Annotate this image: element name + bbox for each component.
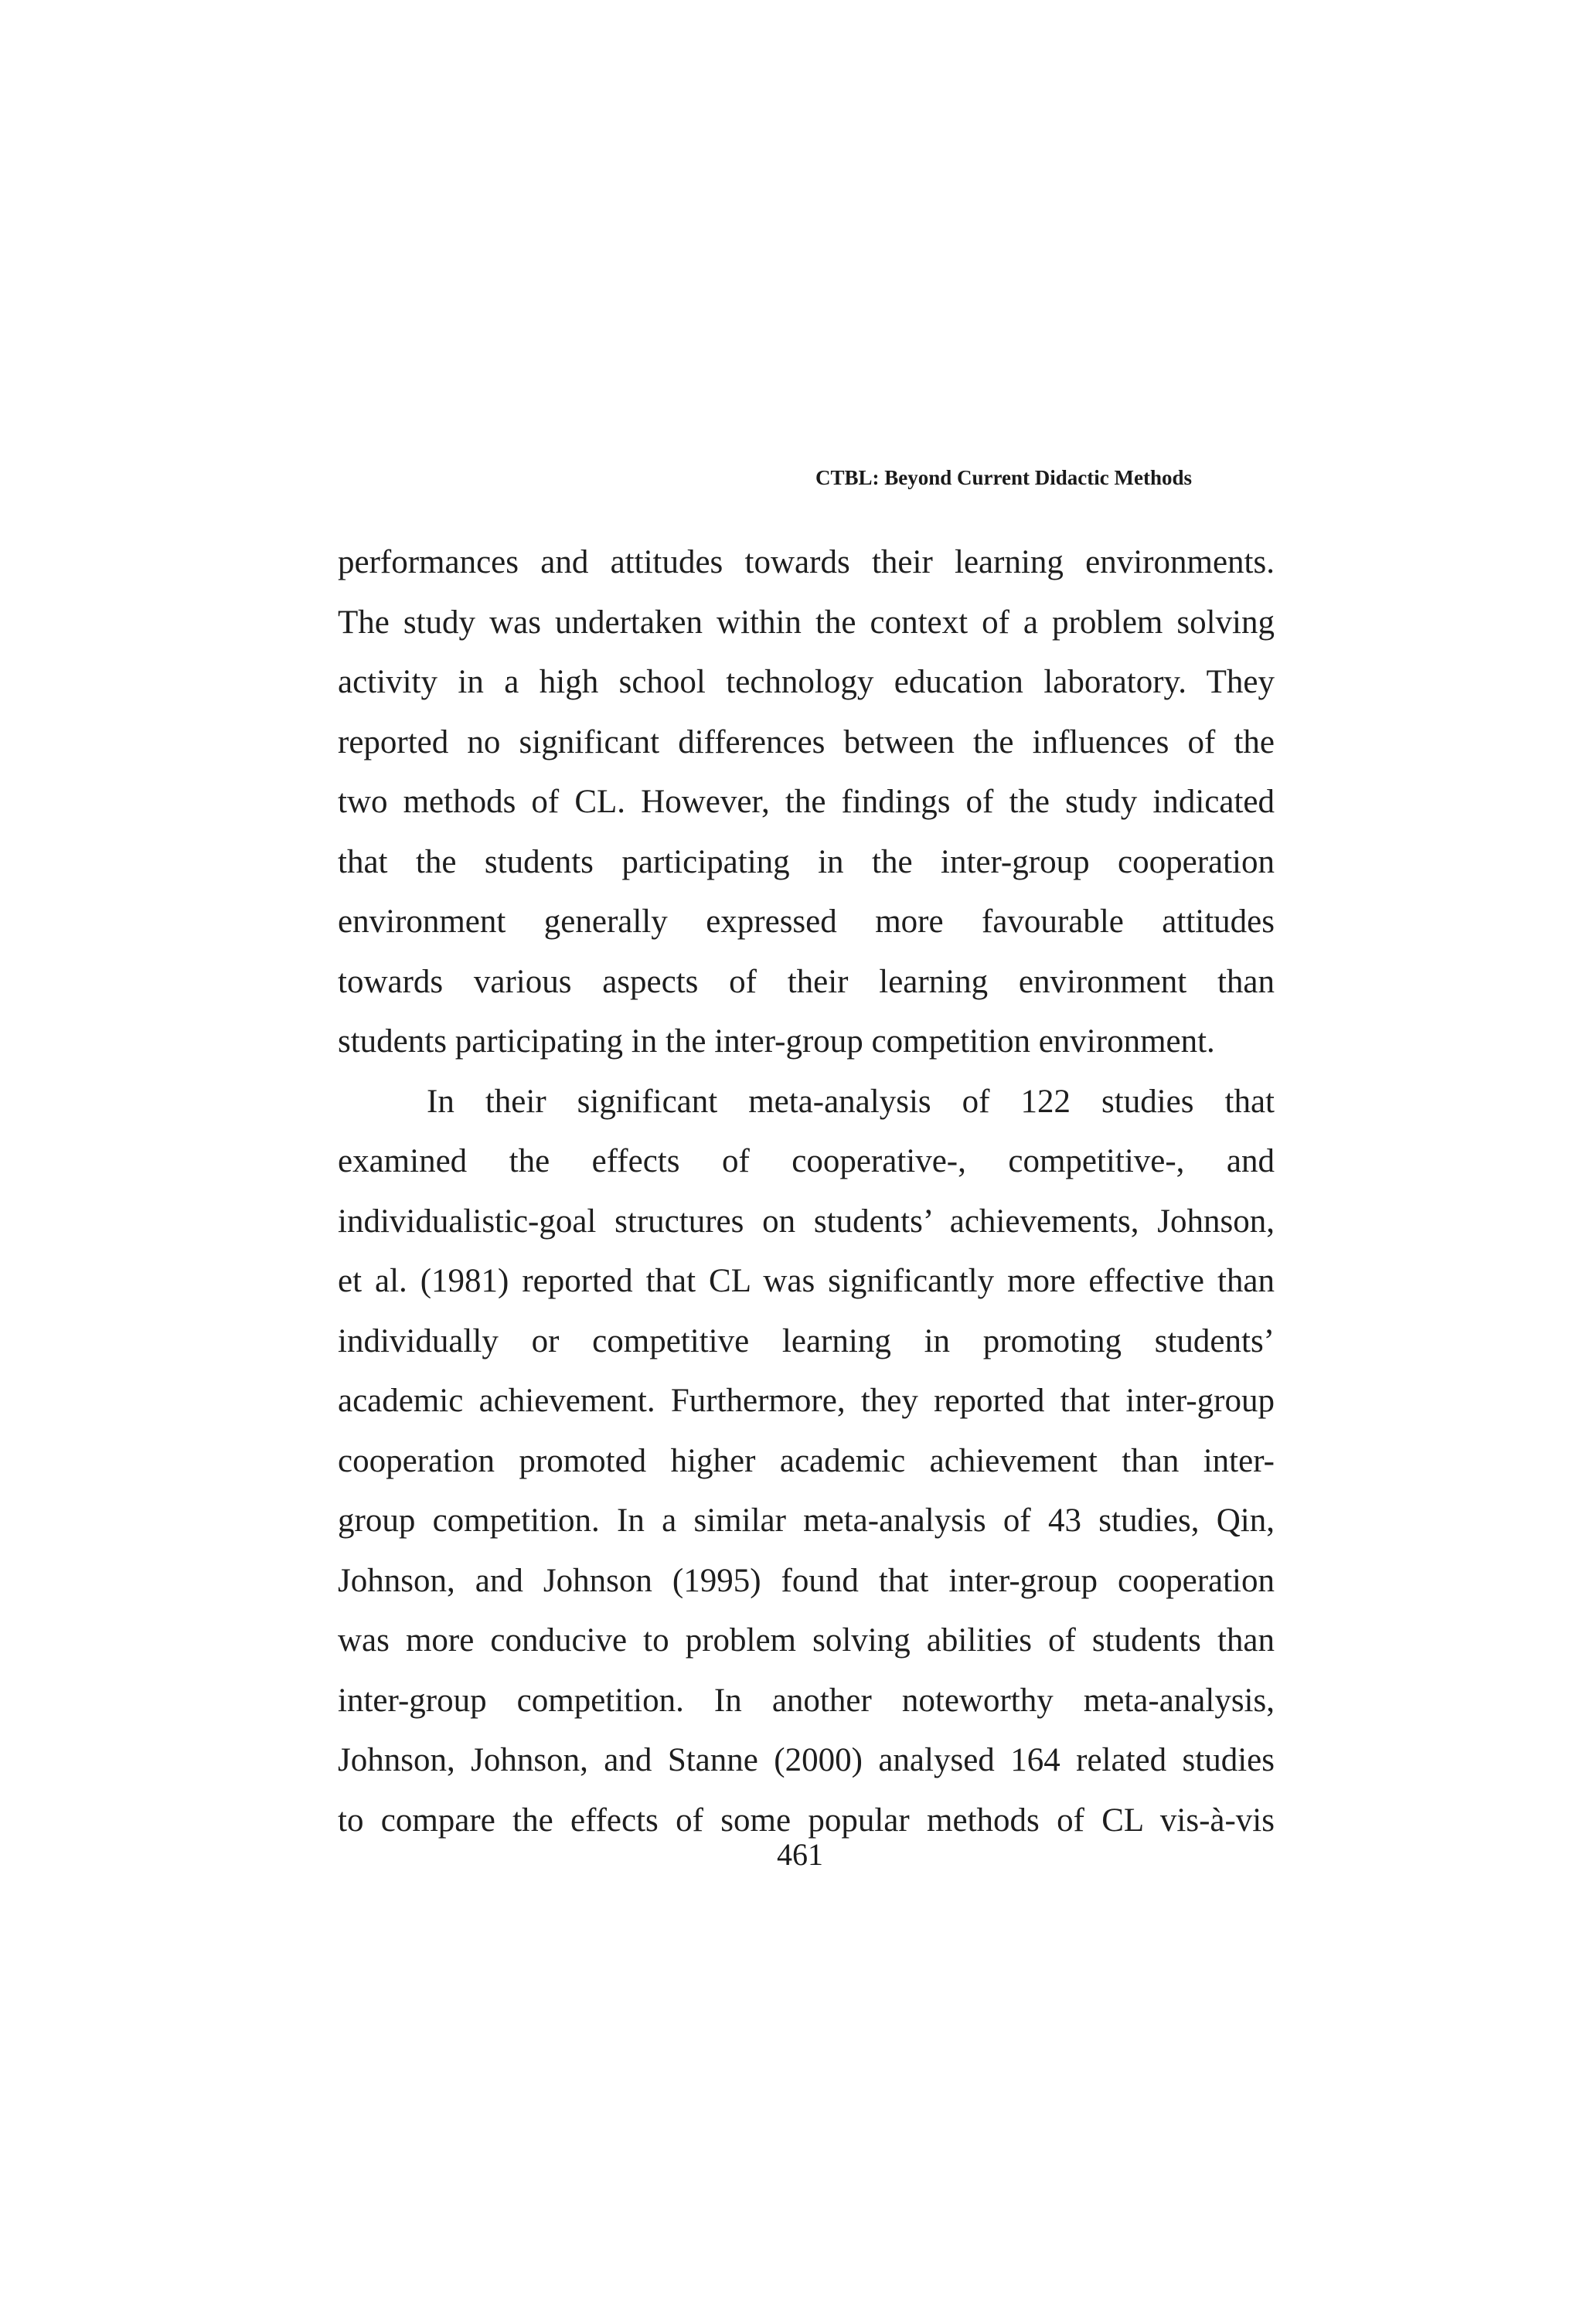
text-line: individually or competitive learning in promoting students’ <box>338 1322 1275 1359</box>
text-line: individualistic-goal structures on students’ achievements, Johnson, <box>338 1203 1275 1240</box>
text-line: performances and attitudes towards their learning environments. <box>338 544 1275 580</box>
text-line: was more conducive to problem solving abilities of students than <box>338 1622 1275 1659</box>
text-line: group competition. In a similar meta-analysis of 43 studies, Qin, <box>338 1502 1275 1539</box>
text-line: cooperation promoted higher academic achievement than inter- <box>338 1442 1275 1479</box>
text-line: Johnson, and Johnson (1995) found that inter-group cooperation <box>338 1562 1275 1599</box>
body-text <box>338 533 1275 1850</box>
text-line: environment generally expressed more favourable attitudes <box>338 903 1275 940</box>
text-line: two methods of CL. However, the findings of the study indicated <box>338 784 1275 820</box>
text-line: activity in a high school technology education laboratory. They <box>338 664 1275 700</box>
text-line: that the students participating in the inter-group cooperation <box>338 843 1275 880</box>
paragraph-2 <box>338 1072 1275 1851</box>
text-line: examined the effects of cooperative-, competitive-, and <box>338 1143 1275 1179</box>
text-line: academic achievement. Furthermore, they reported that inter-group <box>338 1383 1275 1419</box>
text-line: In their significant meta-analysis of 122 studies that <box>427 1083 1275 1120</box>
text-line: The study was undertaken within the context of a problem solving <box>338 604 1275 641</box>
page-number: 461 <box>777 1837 823 1872</box>
running-header: CTBL: Beyond Current Didactic Methods <box>815 466 1193 489</box>
paragraph-1 <box>338 533 1275 1072</box>
text-line: Johnson, Johnson, and Stanne (2000) analysed 164 related studies <box>338 1742 1275 1778</box>
text-line: students participating in the inter-group competition environment. <box>338 1023 1215 1060</box>
text-line: et al. (1981) reported that CL was significantly more effective than <box>338 1263 1275 1299</box>
text-line: to compare the effects of some popular methods of CL vis-à-vis <box>338 1802 1275 1839</box>
text-line: inter-group competition. In another noteworthy meta-analysis, <box>338 1682 1275 1719</box>
text-line: reported no significant differences between the influences of the <box>338 723 1275 760</box>
text-line: towards various aspects of their learning environment than <box>338 963 1275 1000</box>
